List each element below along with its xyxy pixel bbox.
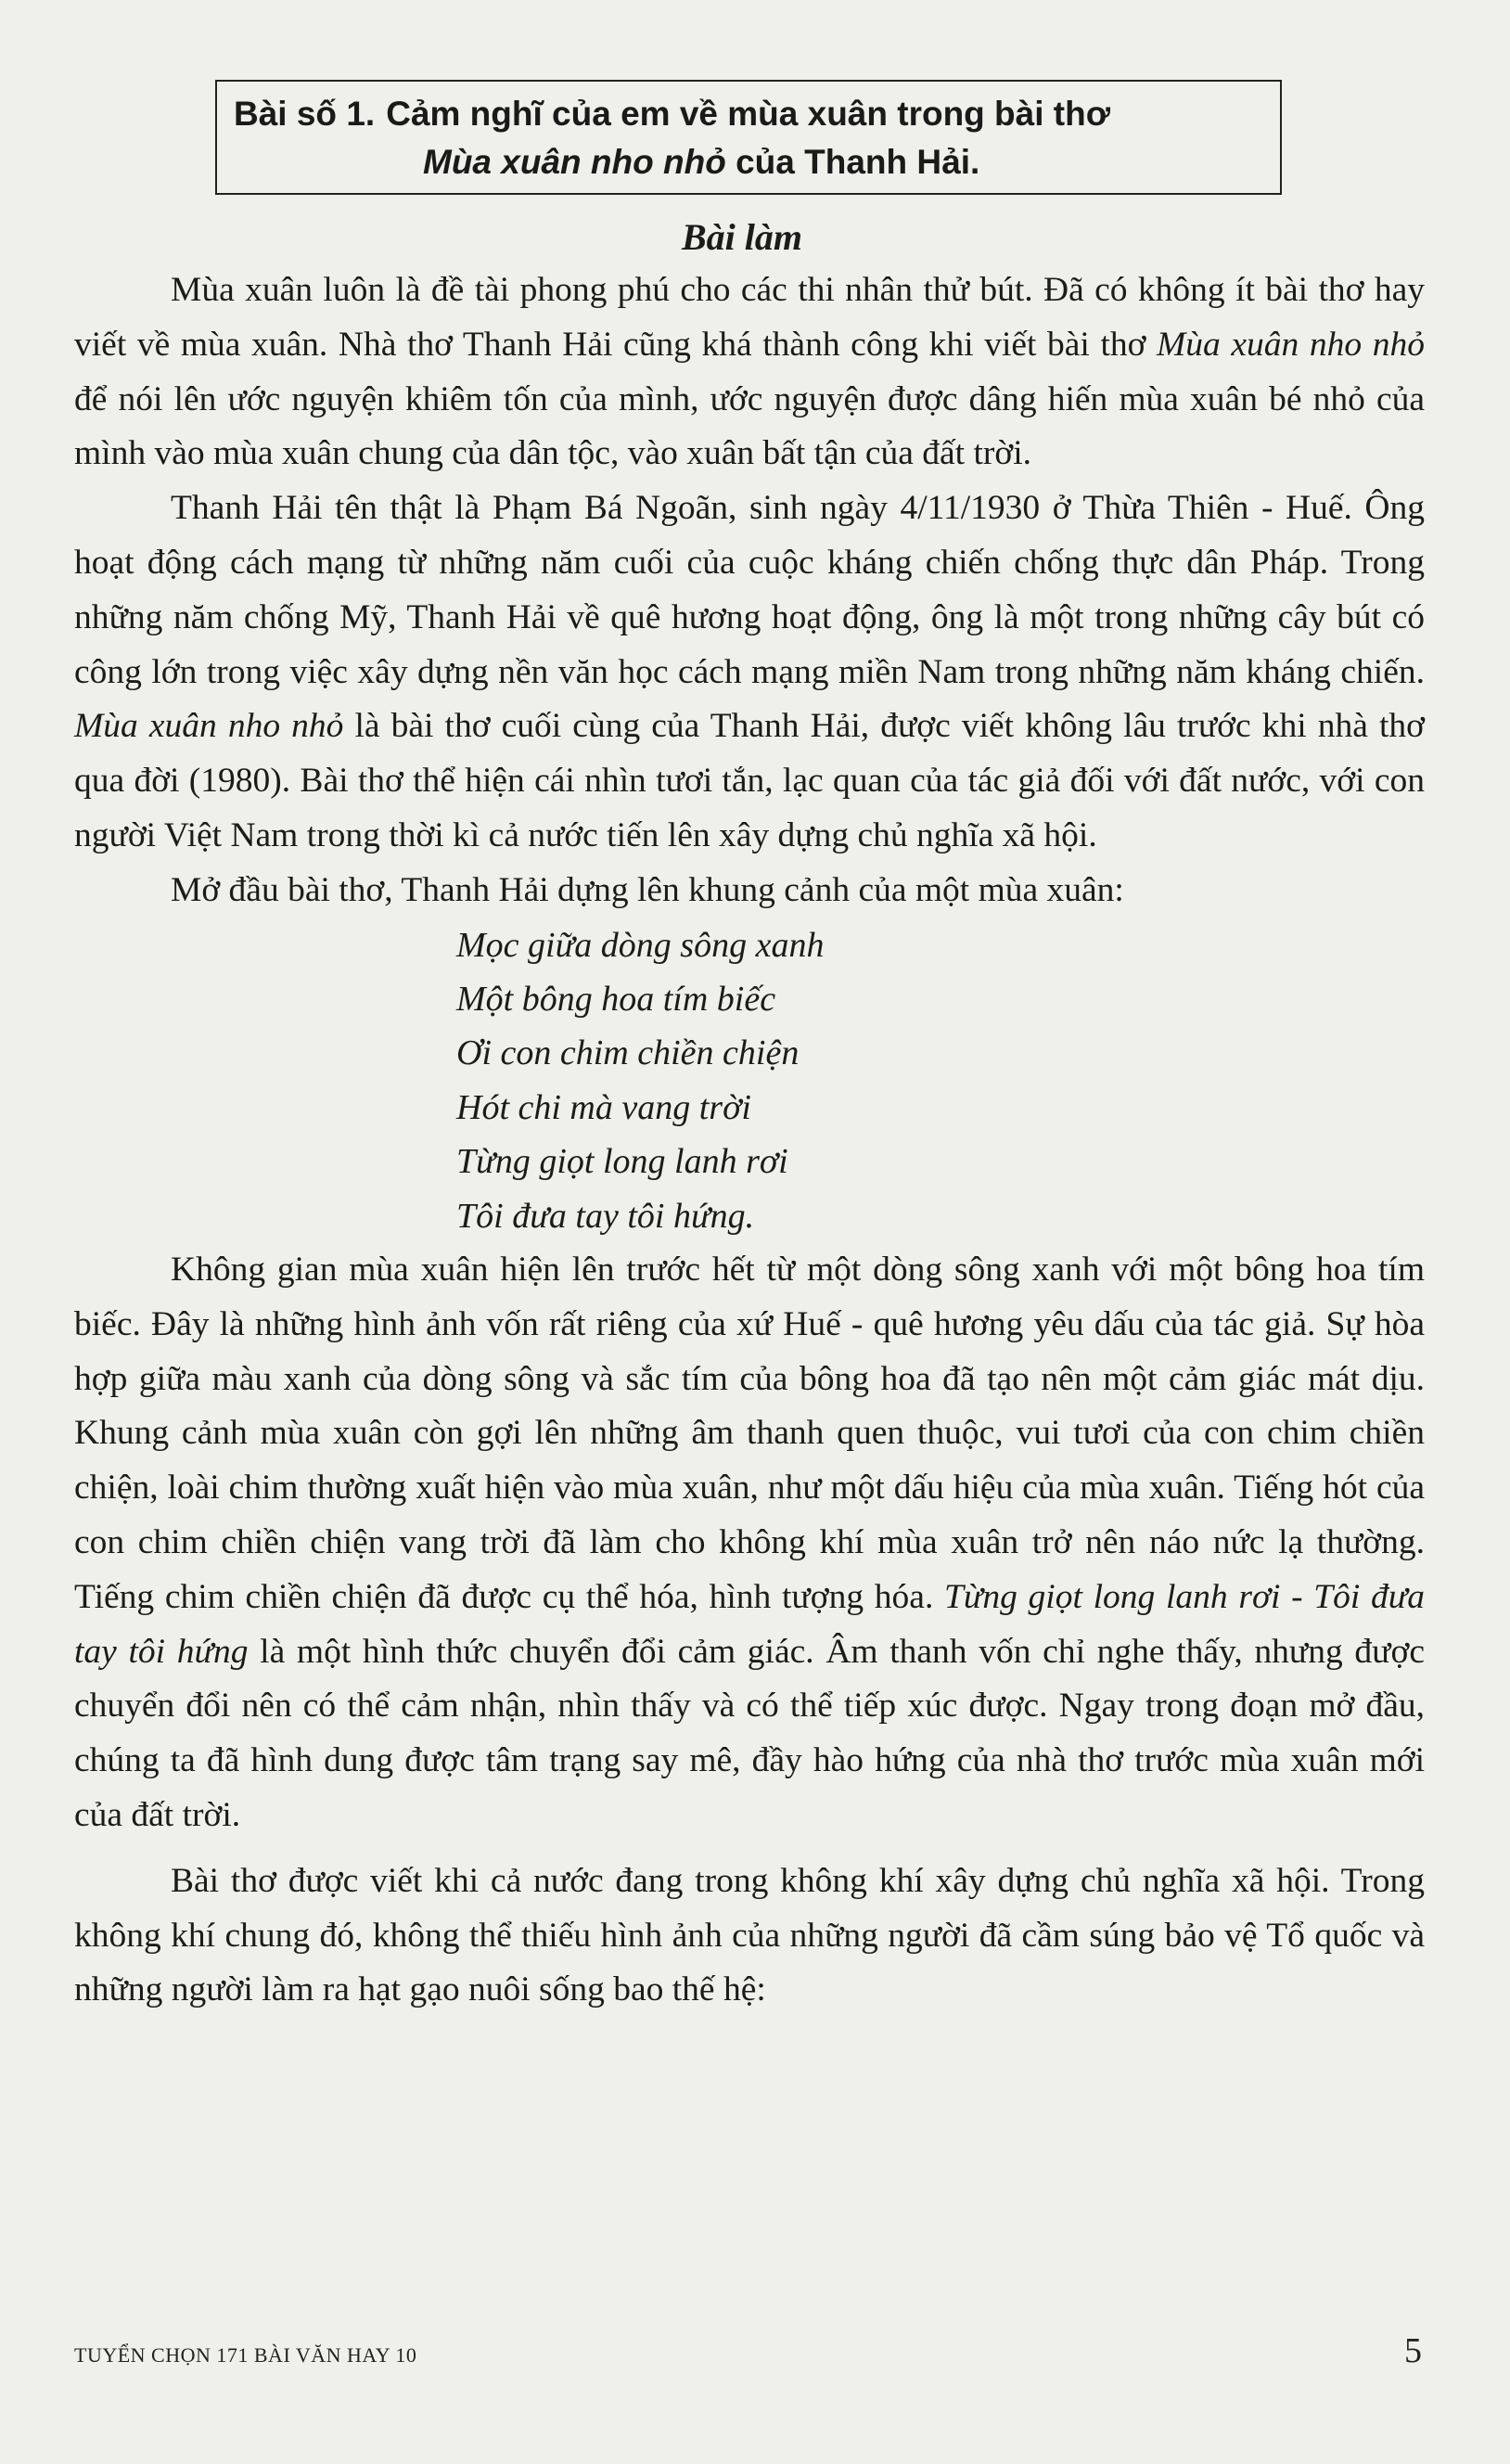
essay-body [74, 263, 1425, 2018]
poem-line: Ơi con chim chiền chiện [456, 1033, 800, 1073]
footer-book-title: TUYỂN CHỌN 171 BÀI VĂN HAY 10 [74, 2343, 417, 2367]
section-heading: Bài làm [681, 216, 803, 258]
poem-line: Hót chi mà vang trời [456, 1087, 751, 1127]
paragraph-context: Bài thơ được viết khi cả nước đang trong không khí xây dựng chủ nghĩa xã hội. Trong không khí chung đó, không thể thiếu hình ảnh của những người đã cầm súng bảo vệ Tổ quốc và những người làm ra hạt gạo nuôi sống bao thế hệ: [74, 1861, 1425, 2009]
exercise-question: Cảm nghĩ của em về mùa xuân trong bài thơ [386, 95, 1111, 133]
poem-excerpt [456, 918, 1425, 1243]
poem-line: Từng giọt long lanh rơi [456, 1142, 788, 1182]
page-number: 5 [1404, 2331, 1422, 2370]
paragraph-intro: Mùa xuân luôn là đề tài phong phú cho các thi nhân thử bút. Đã có không ít bài thơ hay viết về mùa xuân. Nhà thơ Thanh Hải cũng khá thành công khi viết bài thơ Mùa xuân nho nhỏ để nói lên ước nguyện khiêm tốn của mình, ước nguyện được dâng hiến mùa xuân bé nhỏ của mình vào mùa xuân chung của dân tộc, vào xuân bất tận của đất trời. [74, 271, 1425, 473]
poem-line: Mọc giữa dòng sông xanh [456, 925, 825, 965]
poem-title: Mùa xuân nho nhỏ [423, 143, 726, 181]
paragraph-author: Thanh Hải tên thật là Phạm Bá Ngoãn, sinh ngày 4/11/1930 ở Thừa Thiên - Huế. Ông hoạt động cách mạng từ những năm cuối của cuộc kháng chiến chống thực dân Pháp. Trong những năm chống Mỹ, Thanh Hải về quê hương hoạt động, ông là một trong những cây bút có công lớn trong việc xây dựng nền văn học cách mạng miền Nam trong những năm kháng chiến. Mùa xuân nho nhỏ là bài thơ cuối cùng của Thanh Hải, được viết không lâu trước khi nhà thơ qua đời (1980). Bài thơ thể hiện cái nhìn tươi tắn, lạc quan của tác giả đối với đất nước, với con người Việt Nam trong thời kì cả nước tiến lên xây dựng chủ nghĩa xã hội. [74, 489, 1425, 854]
exercise-number: Bài số 1. [234, 95, 376, 133]
paragraph-analysis: Không gian mùa xuân hiện lên trước hết từ một dòng sông xanh với một bông hoa tím biếc. Đây là những hình ảnh vốn rất riêng của xứ Huế - quê hương yêu dấu của tác giả. Sự hòa hợp giữa màu xanh của dòng sông và sắc tím của bông hoa đã tạo nên một cảm giác mát dịu. Khung cảnh mùa xuân còn gợi lên những âm thanh quen thuộc, vui tươi của con chim chiền chiện, loài chim thường xuất hiện vào mùa xuân, như một dấu hiệu của mùa xuân. Tiếng hót của con chim chiền chiện vang trời đã làm cho không khí mùa xuân trở nên náo nức lạ thường. Tiếng chim chiền chiện đã được cụ thể hóa, hình tượng hóa. Từng giọt long lanh rơi - Tôi đưa tay tôi hứng là một hình thức chuyển đổi cảm giác. Âm thanh vốn chỉ nghe thấy, nhưng được chuyển đổi nên có thể cảm nhận, nhìn thấy và có thể tiếp xúc được. Ngay trong đoạn mở đầu, chúng ta đã hình dung được tâm trạng say mê, đầy hào hứng của nhà thơ trước mùa xuân mới của đất trời. [74, 1251, 1425, 1834]
exercise-title-line-2 [423, 137, 979, 187]
poem-line: Tôi đưa tay tôi hứng. [456, 1196, 755, 1236]
poem-line: Một bông hoa tím biếc [456, 979, 776, 1019]
exercise-question-tail: của Thanh Hải. [725, 143, 980, 181]
exercise-title-box [215, 80, 1282, 195]
exercise-title-line [234, 89, 1110, 139]
paragraph-opening: Mở đầu bài thơ, Thanh Hải dựng lên khung cảnh của một mùa xuân: [171, 870, 1124, 909]
